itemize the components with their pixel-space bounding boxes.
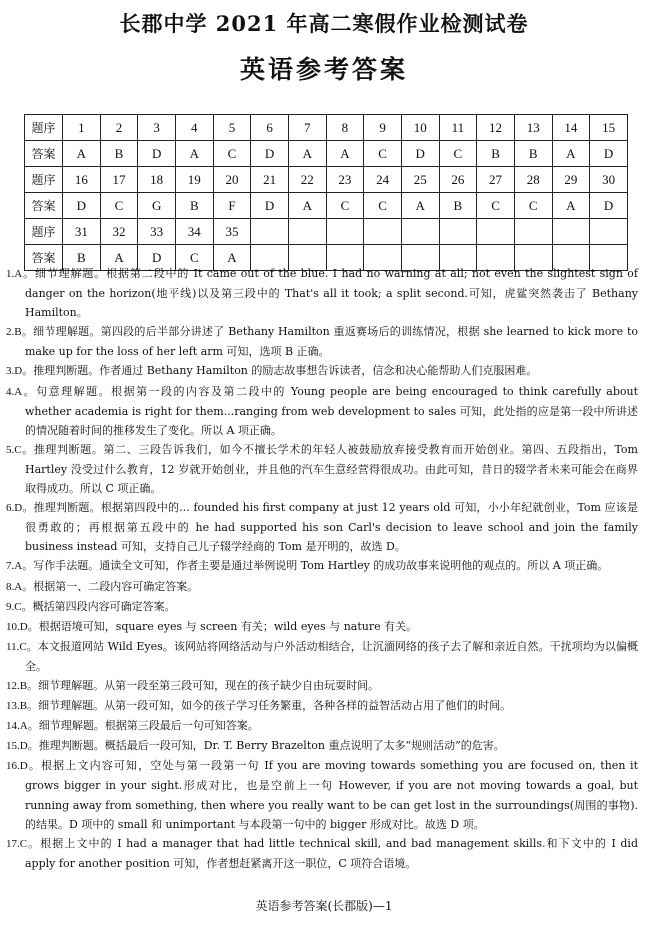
- answer-table-row: [25, 115, 628, 141]
- explanation-text: 推理判断题。第二、三段告诉我们，如今不擅长学术的年轻人被鼓励放弃接受教育而开始创业。第四、五段指出，Tom Hartley 没受过什么教育，12 岁就开始创业，并且他的汽车生意经营得很成功。由此可知，昔日的辍学者未来可能会在商界取得成功。所以 C 项正确。: [25, 442, 638, 496]
- explanation-text: 细节理解题。从第一段至第三段可知，现在的孩子缺少自由玩耍时间。: [38, 678, 380, 692]
- answer-cell: D: [251, 193, 289, 219]
- answer-cell: 32: [100, 219, 138, 245]
- explanation-number: 5.C。: [6, 443, 34, 456]
- explanation-number: 7.A。: [6, 560, 34, 573]
- answer-cell: [514, 219, 552, 245]
- answer-table-row: [25, 193, 628, 219]
- row-label: 题序: [25, 115, 63, 141]
- answer-cell: C: [364, 141, 402, 167]
- answer-cell: F: [213, 193, 251, 219]
- explanation-text: 推理判断题。概括最后一段可知，Dr. T. Berry Brazelton 重点说明了太多“规则活动”的危害。: [38, 739, 505, 753]
- explanation-item: [6, 361, 638, 381]
- answer-cell: 13: [514, 115, 552, 141]
- row-label: 答案: [25, 141, 63, 167]
- explanation-number: 11.C。: [6, 640, 38, 653]
- answer-cell: 7: [288, 115, 326, 141]
- answer-cell: [590, 219, 628, 245]
- answer-cell: A: [401, 193, 439, 219]
- answer-cell: 19: [175, 167, 213, 193]
- answer-cell: 35: [213, 219, 251, 245]
- explanation-item: [6, 676, 638, 696]
- answer-cell: 22: [288, 167, 326, 193]
- answer-cell: D: [138, 245, 176, 271]
- answer-cell: A: [288, 141, 326, 167]
- page-subtitle: 英语参考答案: [239, 55, 408, 84]
- explanation-item: [6, 597, 638, 617]
- answer-cell: 30: [590, 167, 628, 193]
- explanation-text: 句意理解题。根据第一段的内容及第二段中的 Young people are being encouraged to think carefully about whether academia is right for them...ranging from web development to sales 可知，此处指的应是第一段中所讲述的情况随着时间的推移发生了变化。所以 A 项正确。: [25, 384, 638, 437]
- explanation-text: 细节理解题。从第一段可知，如今的孩子学习任务繁重，各种各样的益智活动占用了他们的时间。: [38, 699, 512, 713]
- answer-cell: A: [213, 245, 251, 271]
- explanation-item: [6, 736, 638, 756]
- answer-cell: 31: [63, 219, 101, 245]
- explanation-text: 推理判断题。根据第四段中的... founded his first company at just 12 years old 可知，小小年纪就创业，Tom 应该是很勇敢的；再根据第五段中的 he had supported his son Carl's decision to leave school and join the family business instead 可知，支持自己儿子辍学经商的 Tom 是开明的，故选 D。: [25, 501, 638, 554]
- answer-cell: 8: [326, 115, 364, 141]
- answer-cell: 29: [552, 167, 590, 193]
- answer-cell: 27: [477, 167, 515, 193]
- answer-cell: [288, 219, 326, 245]
- answer-cell: 1: [63, 115, 101, 141]
- row-label: 题序: [25, 219, 63, 245]
- answer-cell: C: [100, 193, 138, 219]
- explanation-text: 根据第一、二段内容可确定答案。: [33, 579, 199, 593]
- row-label: 答案: [25, 245, 63, 271]
- answer-cell: 28: [514, 167, 552, 193]
- answer-cell: 9: [364, 115, 402, 141]
- explanation-text: 细节理解题。根据第三段最后一句可知答案。: [38, 719, 259, 733]
- answer-cell: A: [100, 245, 138, 271]
- answer-cell: C: [364, 193, 402, 219]
- answer-cell: B: [439, 193, 477, 219]
- row-label: 答案: [25, 193, 63, 219]
- answer-cell: 16: [63, 167, 101, 193]
- answer-cell: 10: [401, 115, 439, 141]
- answer-cell: [364, 219, 402, 245]
- row-label: 题序: [25, 167, 63, 193]
- answer-cell: 3: [138, 115, 176, 141]
- explanation-text: 本文报道网站 Wild Eyes。该网站将网络活动与户外活动相结合，让沉湎网络的孩子去了解和亲近自然。干扰项均为以偏概全。: [25, 639, 638, 673]
- answer-cell: C: [439, 141, 477, 167]
- explanation-text: 根据语境可知，square eyes 与 screen 有关；wild eyes 与 nature 有关。: [38, 619, 418, 633]
- explanation-item: [6, 696, 638, 716]
- explanation-item: [6, 322, 638, 361]
- explanation-item: [6, 556, 638, 576]
- answer-cell: 14: [552, 115, 590, 141]
- explanation-text: 推理判断题。作者通过 Bethany Hamilton 的励志故事想告诉读者，信念和决心能帮助人们克服困难。: [33, 364, 538, 378]
- answer-cell: [251, 219, 289, 245]
- answer-cell: B: [175, 193, 213, 219]
- explanation-text: 写作手法题。通读全文可知，作者主要是通过举例说明 Tom Hartley 的成功故事来说明他的观点的。所以 A 项正确。: [33, 559, 609, 573]
- explanation-number: 6.D。: [6, 502, 34, 515]
- answer-cell: B: [63, 245, 101, 271]
- page-title: 长郡中学 2021 年高二寒假作业检测试卷: [119, 11, 529, 36]
- explanation-item: [6, 637, 638, 676]
- answer-cell: A: [552, 141, 590, 167]
- answer-cell: 5: [213, 115, 251, 141]
- answer-table: [24, 114, 628, 271]
- answer-cell: [439, 219, 477, 245]
- answer-cell: A: [326, 141, 364, 167]
- explanation-number: 12.B。: [6, 679, 39, 692]
- answer-cell: D: [590, 141, 628, 167]
- answer-cell: 6: [251, 115, 289, 141]
- answer-cell: D: [63, 193, 101, 219]
- answer-cell: B: [514, 141, 552, 167]
- answer-cell: 26: [439, 167, 477, 193]
- explanation-item: [6, 617, 638, 637]
- explanation-number: 2.B。: [6, 326, 34, 339]
- answer-cell: [477, 219, 515, 245]
- answer-cell: A: [175, 141, 213, 167]
- answer-cell: 25: [401, 167, 439, 193]
- answer-cell: C: [213, 141, 251, 167]
- explanation-number: 1.A。: [6, 268, 35, 280]
- answer-cell: 4: [175, 115, 213, 141]
- explanation-number: 10.D。: [6, 620, 39, 633]
- answer-cell: 21: [251, 167, 289, 193]
- answer-cell: 17: [100, 167, 138, 193]
- answer-cell: 23: [326, 167, 364, 193]
- explanation-text: 根据上文中的 I had a manager that had little technical skill, and bad management skills.和下文中的 I did apply for another position 可知，作者想赶紧离开这一职位，C 项符合语境。: [25, 836, 638, 870]
- answer-cell: 33: [138, 219, 176, 245]
- explanation-item: [6, 382, 638, 440]
- answer-cell: A: [288, 193, 326, 219]
- answer-cell: 11: [439, 115, 477, 141]
- answer-cell: C: [514, 193, 552, 219]
- explanation-item: [6, 756, 638, 833]
- answer-cell: [401, 219, 439, 245]
- explanation-item: [6, 440, 638, 498]
- answer-cell: C: [175, 245, 213, 271]
- page-footer: 英语参考答案(长郡版)—1: [255, 899, 393, 913]
- answer-cell: 15: [590, 115, 628, 141]
- explanation-list: [6, 264, 638, 873]
- answer-cell: 20: [213, 167, 251, 193]
- explanation-item: [6, 577, 638, 597]
- answer-cell: C: [477, 193, 515, 219]
- answer-cell: 24: [364, 167, 402, 193]
- explanation-item: [6, 498, 638, 556]
- explanation-text: 细节理解题。第四段的后半部分讲述了 Bethany Hamilton 重返赛场后的训练情况，根据 she learned to kick more to make up for the loss of her left arm 可知，选项 B 正确。: [25, 325, 638, 359]
- explanation-number: 13.B。: [6, 700, 39, 713]
- answer-cell: D: [401, 141, 439, 167]
- answer-cell: A: [552, 193, 590, 219]
- answer-cell: D: [138, 141, 176, 167]
- explanation-number: 3.D。: [6, 365, 34, 378]
- explanation-item: [6, 834, 638, 873]
- explanation-text: 概括第四段内容可确定答案。: [32, 599, 176, 613]
- answer-cell: 34: [175, 219, 213, 245]
- answer-cell: A: [63, 141, 101, 167]
- explanation-text: 细节理解题。根据第二段中的 It came out of the blue. I had no warning at all; not even the slightest sign of danger on the horizon(地平线)以及第三段中的 That's all it took; a split second.可知，虎鲨突然袭击了 Bethany Hamilton。: [25, 267, 638, 320]
- explanation-item: [6, 264, 638, 322]
- answer-cell: 2: [100, 115, 138, 141]
- explanation-number: 8.A。: [6, 580, 34, 593]
- explanation-number: 14.A。: [6, 720, 39, 733]
- answer-table-row: [25, 167, 628, 193]
- answer-cell: G: [138, 193, 176, 219]
- answer-cell: 12: [477, 115, 515, 141]
- explanation-number: 16.D。: [6, 760, 41, 773]
- explanation-text: 根据上文内容可知，空处与第一段第一句 If you are moving towards something you are focused on, then it grows bigger in your sight.形成对比，也是空前上一句 However, if you are not moving towards a goal, but running away from something, then where you really want to be can get lost in the surroundings(周围的事物).的结果。D 项中的 small 和 unimportant 与本段第一句中的 bigger 形成对比。故选 D 项。: [25, 759, 638, 831]
- explanation-number: 17.C。: [6, 837, 41, 850]
- explanation-number: 15.D。: [6, 740, 39, 753]
- explanation-number: 4.A。: [6, 385, 37, 398]
- answer-table-row: [25, 219, 628, 245]
- answer-cell: 18: [138, 167, 176, 193]
- answer-cell: C: [326, 193, 364, 219]
- answer-cell: [552, 219, 590, 245]
- explanation-item: [6, 716, 638, 736]
- answer-cell: D: [251, 141, 289, 167]
- explanation-number: 9.C。: [6, 600, 33, 613]
- answer-cell: [326, 219, 364, 245]
- answer-cell: B: [100, 141, 138, 167]
- answer-table-row: [25, 141, 628, 167]
- answer-cell: D: [590, 193, 628, 219]
- answer-cell: B: [477, 141, 515, 167]
